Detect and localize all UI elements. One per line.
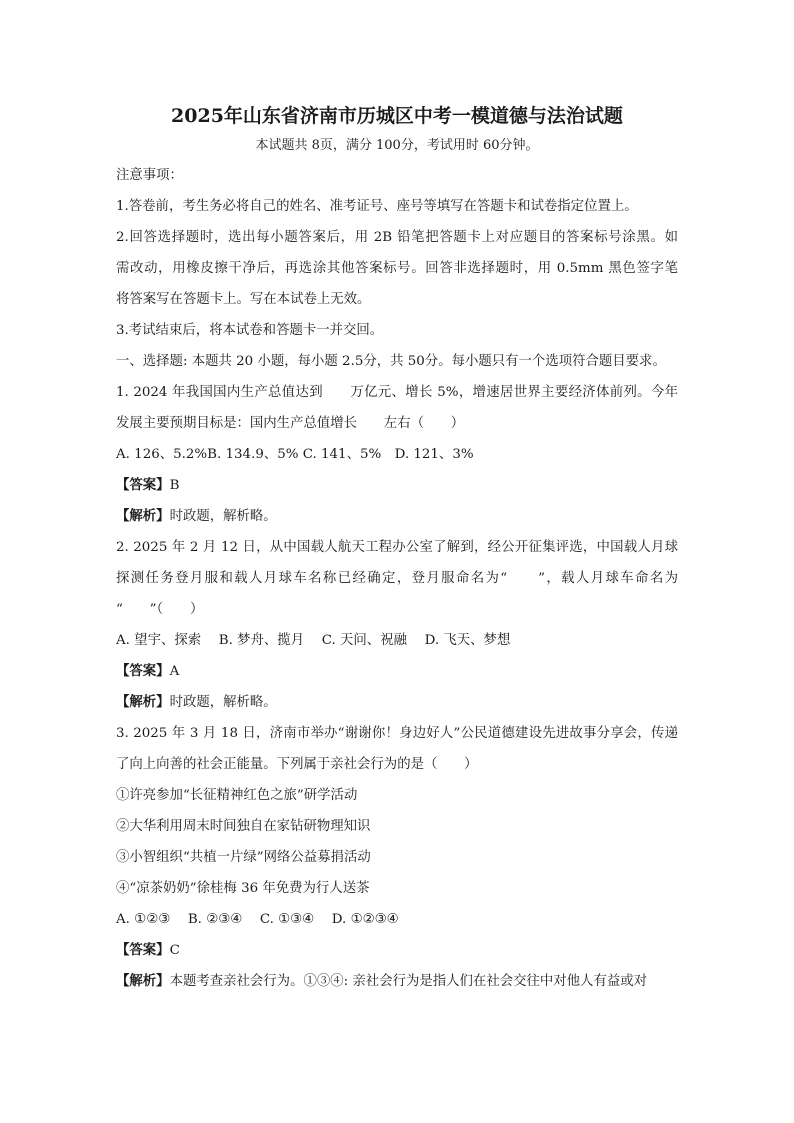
question-options: A. ①②③ B. ②③④ C. ①③④ D. ①②③④ bbox=[116, 912, 399, 927]
analysis-text: 时政题，解析略。 bbox=[169, 695, 277, 710]
answer-label: 【答案】 bbox=[116, 942, 170, 958]
notice-item: 2.回答选择题时，选出每小题答案后，用 2B 铅笔把答题卡上对应题目的答案标号涂黑。如 bbox=[116, 230, 678, 245]
answer-value: B bbox=[169, 478, 180, 493]
analysis-label: 【解析】 bbox=[116, 973, 170, 989]
analysis-line bbox=[116, 501, 678, 532]
answer-value: C bbox=[169, 943, 180, 958]
question-stem: 了向上向善的社会正能量。下列属于亲社会行为的是（ ） bbox=[116, 757, 478, 772]
question-item: ③小智组织“共植一片绿”网络公益募捐活动 bbox=[116, 850, 371, 865]
question-item: ①许亮参加“长征精神红色之旅”研学活动 bbox=[116, 788, 358, 803]
question-stem: 发展主要预期目标是：国内生产总值增长 左右（ ） bbox=[116, 416, 465, 431]
question-stem: 2. 2025 年 2 月 12 日，从中国载人航天工程办公室了解到，经公开征集评选，中国载人月球 bbox=[116, 540, 678, 555]
question-3 bbox=[116, 718, 678, 997]
analysis-line bbox=[116, 966, 678, 997]
question-options: A. 望宇、探索 B. 梦舟、揽月 C. 天问、祝融 D. 飞天、梦想 bbox=[116, 633, 511, 648]
question-item: ④“凉茶奶奶”徐桂梅 36 年免费为行人送茶 bbox=[116, 881, 370, 896]
question-item: ②大华利用周末时间独自在家钻研物理知识 bbox=[116, 819, 371, 834]
analysis-text: 时政题，解析略。 bbox=[169, 509, 277, 524]
answer-line bbox=[116, 656, 678, 687]
analysis-line bbox=[116, 687, 678, 718]
question-stem: 1. 2024 年我国国内生产总值达到 万亿元、增长 5%，增速居世界主要经济体前列。今年 bbox=[116, 385, 678, 400]
answer-value: A bbox=[169, 664, 180, 679]
exam-info: 本试题共 8页，满分 100分，考试用时 60分钟。 bbox=[255, 138, 539, 153]
analysis-label: 【解析】 bbox=[116, 508, 170, 524]
notice-heading: 注意事项： bbox=[116, 168, 183, 183]
answer-label: 【答案】 bbox=[116, 663, 170, 679]
question-stem: 3. 2025 年 3 月 18 日，济南市举办“谢谢你！身边好人”公民道德建设先进故事分享会，传递 bbox=[116, 726, 678, 741]
analysis-label: 【解析】 bbox=[116, 694, 170, 710]
question-stem: “ ”（ ） bbox=[116, 602, 204, 617]
section-heading: 一、选择题: 本题共 20 小题，每小题 2.5分，共 50分。每小题只有一个选项符合题目要求。 bbox=[116, 354, 666, 369]
question-options: A. 126、5.2%B. 134.9、5% C. 141、5% D. 121、3% bbox=[116, 447, 474, 462]
question-stem: 探测任务登月服和载人月球车名称已经确定，登月服命名为“ ”，载人月球车命名为 bbox=[116, 571, 678, 586]
answer-line bbox=[116, 935, 678, 966]
exam-page bbox=[116, 100, 678, 997]
analysis-text: 本题考查亲社会行为。①③④: 亲社会行为是指人们在社会交往中对他人有益或对 bbox=[169, 974, 647, 989]
question-1 bbox=[116, 377, 678, 532]
notice-item: 1.答卷前，考生务必将自己的姓名、准考证号、座号等填写在答题卡和试卷指定位置上。 bbox=[116, 199, 638, 214]
answer-line bbox=[116, 470, 678, 501]
notice-section bbox=[116, 160, 678, 346]
answer-label: 【答案】 bbox=[116, 477, 170, 493]
question-2 bbox=[116, 532, 678, 718]
notice-item: 3.考试结束后，将本试卷和答题卡一并交回。 bbox=[116, 323, 384, 338]
notice-item: 将答案写在答题卡上。写在本试卷上无效。 bbox=[116, 292, 371, 307]
notice-item: 需改动，用橡皮擦干净后，再选涂其他答案标号。回答非选择题时，用 0.5mm 黑色签字笔 bbox=[116, 261, 678, 276]
page-title: 2025年山东省济南市历城区中考一模道德与法治试题 bbox=[171, 105, 623, 127]
